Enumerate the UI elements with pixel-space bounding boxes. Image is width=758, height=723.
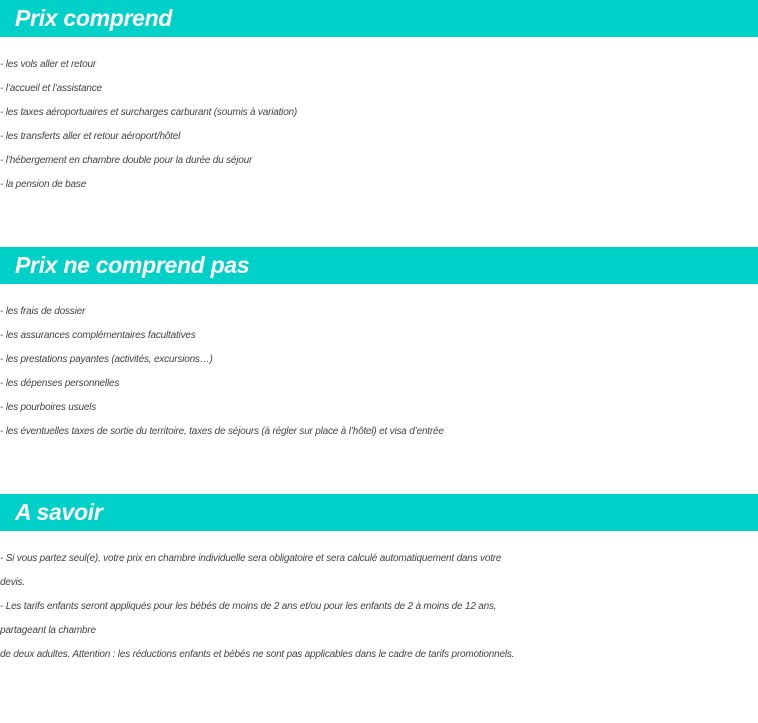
paragraph-line: partageant la chambre bbox=[0, 625, 96, 636]
section-title: Prix ne comprend pas bbox=[15, 252, 250, 278]
paragraph-line: de deux adultes. Attention : les réductions enfants et bébés ne sont pas applicables dans le cadre de tarifs promotionnels. bbox=[0, 649, 515, 660]
list-item: - les taxes aéroportuaires et surcharges carburant (soumis à variation) bbox=[0, 107, 298, 118]
paragraph-line: devis. bbox=[0, 577, 25, 588]
section-body-prix-comprend bbox=[0, 53, 758, 197]
list-item: - les prestations payantes (activités, excursions…) bbox=[0, 354, 213, 365]
paragraph-line: - Si vous partez seul(e), votre prix en chambre individuelle sera obligatoire et sera calculé automatiquement dans votre bbox=[0, 553, 502, 564]
section-header-a-savoir bbox=[0, 494, 758, 531]
list-item: - la pension de base bbox=[0, 179, 87, 190]
section-header-prix-comprend bbox=[0, 0, 758, 37]
section-header-prix-ne-comprend-pas bbox=[0, 247, 758, 284]
section-title: A savoir bbox=[15, 499, 103, 525]
list-item: - l’hébergement en chambre double pour la durée du séjour bbox=[0, 155, 253, 166]
section-body-prix-ne-comprend-pas bbox=[0, 300, 758, 444]
list-item: - les assurances complémentaires facultatives bbox=[0, 330, 196, 341]
list-item: - les éventuelles taxes de sortie du territoire, taxes de séjours (à régler sur place à l’hôtel) et visa d’entrée bbox=[0, 426, 444, 437]
list-item: - les frais de dossier bbox=[0, 306, 86, 317]
list-item: - l’accueil et l’assistance bbox=[0, 83, 102, 94]
section-title: Prix comprend bbox=[15, 5, 173, 31]
list-item: - les dépenses personnelles bbox=[0, 378, 120, 389]
list-item: - les pourboires usuels bbox=[0, 402, 97, 413]
list-item: - les transferts aller et retour aéroport/hôtel bbox=[0, 131, 181, 142]
paragraph-line: - Les tarifs enfants seront appliqués pour les bébés de moins de 2 ans et/ou pour les enfants de 2 à moins de 12 ans, bbox=[0, 601, 497, 612]
section-body-a-savoir bbox=[0, 547, 758, 667]
list-item: - les vols aller et retour bbox=[0, 59, 96, 70]
